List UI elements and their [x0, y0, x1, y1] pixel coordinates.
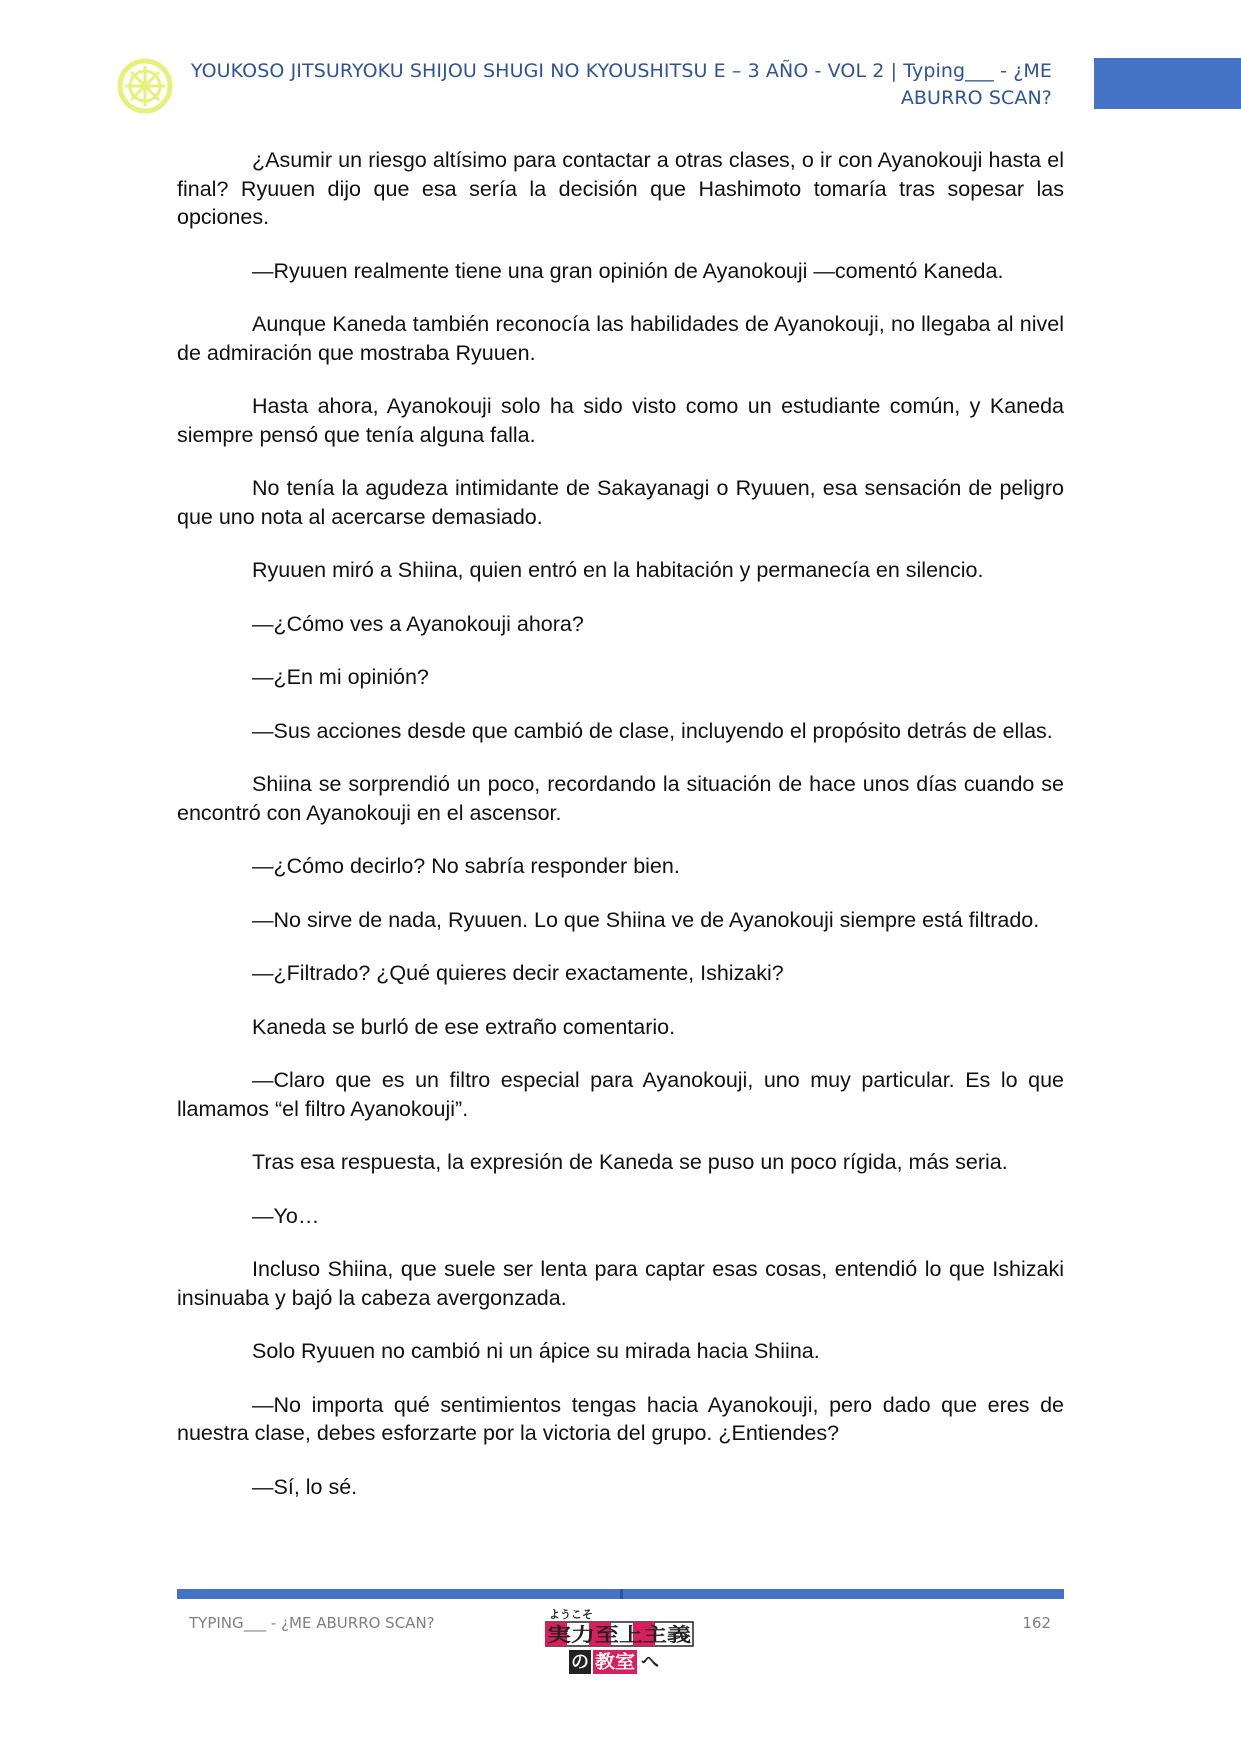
paragraph: —¿Cómo ves a Ayanokouji ahora?	[252, 611, 584, 636]
header-title-line-1: YOUKOSO JITSURYOKU SHIJOU SHUGI NO KYOUSHITSU E – 3 AÑO - VOL 2 | Typing___ - ¿ME	[190, 60, 1052, 82]
paragraph: —Ryuuen realmente tiene una gran opinión de Ayanokouji —comentó Kaneda.	[252, 258, 1004, 283]
paragraph: ¿Asumir un riesgo altísimo para contactar a otras clases, o ir con Ayanokouji hasta el final? Ryuuen dijo que esa sería la decisión que Hashimoto tomaría tras sopesar las opciones.	[177, 148, 1064, 229]
paragraph: Tras esa respuesta, la expresión de Kaneda se puso un poco rígida, más seria.	[252, 1150, 1008, 1174]
paragraph: —¿Cómo decirlo? No sabría responder bien.	[252, 854, 680, 878]
paragraph: —¿Filtrado? ¿Qué quieres decir exactamente, Ishizaki?	[252, 961, 784, 985]
paragraph: —No importa qué sentimientos tengas hacia Ayanokouji, pero dado que eres de nuestra clase, debes esforzarte por la victoria del grupo. ¿Entiendes?	[177, 1392, 1064, 1445]
paragraph: Hasta ahora, Ayanokouji solo ha sido visto como un estudiante común, y Kaneda siempre pensó que tenía alguna falla.	[177, 394, 1064, 447]
paragraph: Kaneda se burló de ese extraño comentario.	[252, 1014, 676, 1039]
series-logo-icon	[545, 1606, 695, 1676]
footer-credit: TYPING___ - ¿ME ABURRO SCAN?	[189, 1614, 435, 1632]
page-body	[177, 146, 1064, 1526]
paragraph: —Sus acciones desde que cambió de clase, incluyendo el propósito detrás de ellas.	[252, 718, 1053, 743]
page-number: 162	[1022, 1614, 1051, 1632]
paragraph: Solo Ryuuen no cambió ni un ápice su mirada hacia Shiina.	[252, 1339, 820, 1363]
paragraph: Shiina se sorprendió un poco, recordando la situación de hace unos días cuando se encontró con Ayanokouji en el ascensor.	[177, 772, 1064, 825]
series-logo-sub-text-2: 教室	[595, 1652, 631, 1673]
series-logo-main-text: 実力至上主義	[547, 1624, 662, 1646]
paragraph: —Claro que es un filtro especial para Ayanokouji, uno muy particular. Es lo que llamamos “el filtro Ayanokouji”.	[177, 1068, 1064, 1121]
paragraph: —No sirve de nada, Ryuuen. Lo que Shiina ve de Ayanokouji siempre está filtrado.	[252, 907, 1040, 932]
footer-divider-notch	[620, 1589, 623, 1599]
paragraph: —Yo…	[252, 1203, 320, 1228]
paragraph: Aunque Kaneda también reconocía las habilidades de Ayanokouji, no llegaba al nivel de admiración que mostraba Ryuuen.	[177, 312, 1064, 365]
series-logo-sub-text-3: へ	[641, 1652, 659, 1673]
header-accent-bar	[1094, 58, 1241, 109]
paragraph: Incluso Shiina, que suele ser lenta para captar esas cosas, entendió lo que Ishizaki insinuaba y bajó la cabeza avergonzada.	[177, 1257, 1064, 1310]
paragraph: No tenía la agudeza intimidante de Sakayanagi o Ryuuen, esa sensación de peligro que uno nota al acercarse demasiado.	[177, 476, 1064, 529]
footer-divider	[177, 1589, 1064, 1599]
series-logo-top-text: ようこそ	[549, 1608, 593, 1621]
series-logo-sub-text-1: の	[571, 1652, 589, 1673]
circular-emblem-icon	[117, 58, 173, 114]
paragraph: Ryuuen miró a Shiina, quien entró en la habitación y permanecía en silencio.	[252, 558, 984, 582]
paragraph: —Sí, lo sé.	[252, 1474, 358, 1499]
header-title-line-2: ABURRO SCAN?	[900, 87, 1052, 109]
paragraph: —¿En mi opinión?	[252, 665, 429, 689]
header-title	[190, 58, 1052, 112]
